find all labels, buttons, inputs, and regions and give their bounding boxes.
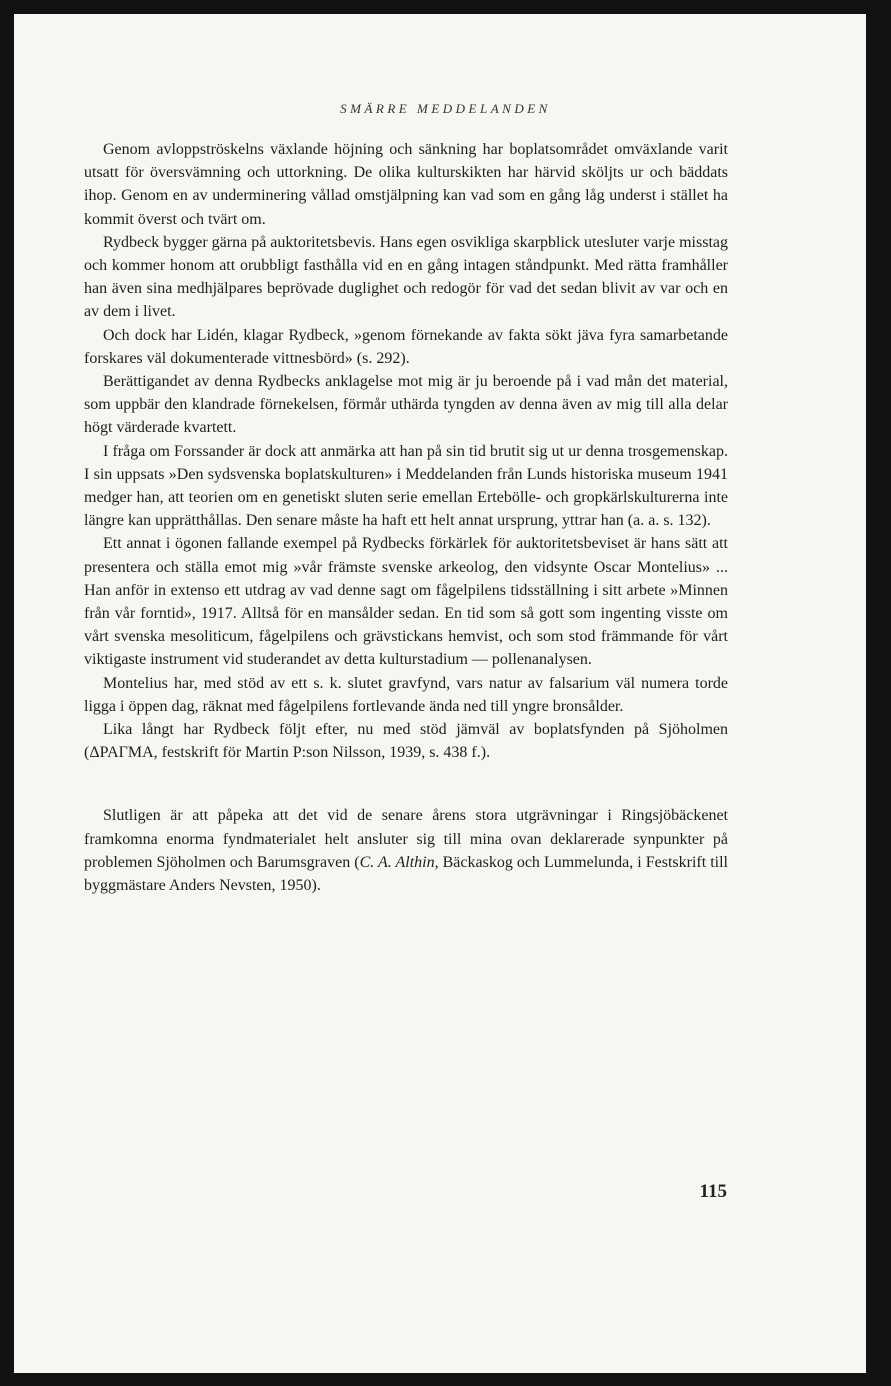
page-number: 115 [699,1181,727,1202]
final-paragraph-text: Slutligen är att påpeka att det vid de senare årens stora utgrävningar i Ringsjöbäckenet framkomna enorma fyndmaterialet helt ansluter sig till mina ovan deklarerade synpunkter på problemen Sjöholmen och Barumsgraven ( [84,807,728,871]
paragraph: Berättigandet av denna Rydbecks anklagelse mot mig är ju beroende på i vad mån det material, som uppbär den klandrade förnekelsen, förmår uthärda tyngden av denna även av mig till alla delar högt värderade kvartett. [84,373,728,437]
paragraph: Och dock har Lidén, klagar Rydbeck, »genom förnekande av fakta sökt jäva fyra samarbetande forskares väl dokumenterade vittnesbörd» (s. 292). [84,326,728,367]
paragraph: Lika långt har Rydbeck följt efter, nu med stöd jämväl av boplatsfynden på Sjöholmen (ΔΡΑΓΜΑ, festskrift för Martin P:son Nilsson, 1939, s. 438 f.). [84,721,728,762]
paragraph: Ett annat i ögonen fallande exempel på Rydbecks förkärlek för auktoritetsbeviset är hans sätt att presentera och ställa emot mig »vår främste svenske arkeolog, den vidsynte Oscar Montelius» ... Han anför in extenso ett utdrag av vad denne sagt om fågelpilens tidsställning i sitt arbete »Minnen från vår forntid», 1917. Alltså för en mansålder sedan. En tid som så gott som ingenting visste om vårt svenska mesoliticum, fågelpilens och grävstickans hemvist, och som stod främmande för vårt viktigaste instrument vid studerandet av detta kulturstadium — pollenanalysen. [84,535,728,669]
paragraph: Rydbeck bygger gärna på auktoritetsbevis. Hans egen osvikliga skarpblick utesluter varje misstag och kommer honom att orubbligt fasthålla vid en en gång intagen ståndpunkt. Med rätta framhåller han även sina medhjälpares beprövade duglighet och redogör för vad det sedan blivit av var och en av dem i livet. [84,233,728,321]
running-head: SMÄRRE MEDDELANDEN [340,101,551,116]
final-paragraph-text: Bäckaskog och Lummelunda, i Festskrift till byggmästare Anders Nevsten, 1950). [84,853,728,895]
paragraph: Genom avloppströskelns växlande höjning och sänkning har boplatsområdet omväxlande varit utsatt för översvämning och uttorkning. De olika kulturskikten har härvid sköljts ur och bäddats ihop. Genom en av underminering vållad omstjälpning kan vad som en gång låg underst i stället ha kommit överst och tvärt om. [84,141,728,228]
author-name: C. A. Althin, [359,853,439,871]
paragraph: I fråga om Forssander är dock att anmärka att han på sin tid brutit sig ut ur denna trosgemenskap. I sin uppsats »Den sydsvenska boplatskulturen» i Meddelanden från Lunds historiska museum 1941 medger han, att teorien om en genetiskt sluten serie emellan Ertebölle- och gropkärlskulturerna inte längre kan upprätthållas. Den senare måste ha haft ett helt annat ursprung, yttrar han (a. a. s. 132). [84,442,728,530]
paragraph: Montelius har, med stöd av ett s. k. slutet gravfynd, vars natur av falsarium väl numera torde ligga i öppen dag, räknat med fågelpilens fortlevande ända ned till yngre bronsålder. [84,674,728,715]
body-text [84,138,728,897]
section-gap [84,764,728,804]
final-paragraph [84,804,728,897]
